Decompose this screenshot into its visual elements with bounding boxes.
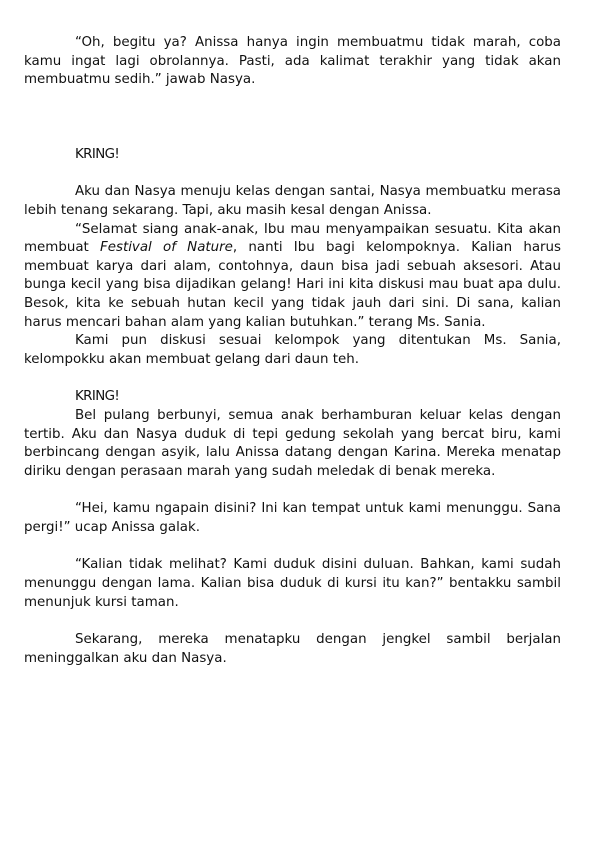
announcement-text-start: “Selamat siang anak-anak, Ibu mau menyampaikan sesuatu. Kita akan membuat: [24, 221, 561, 256]
paragraph-group-discussion: Kami pun diskusi sesuai kelompok yang ditentukan Ms. Sania, kelompokku akan membuat gelang dari daun teh.: [24, 333, 561, 367]
paragraph-nasya-reply: “Oh, begitu ya? Anissa hanya ingin membuatmu tidak marah, coba kamu ingat lagi obrolannya. Pasti, ada kalimat terakhir yang tidak akan membuatmu sedih.” jawab Nasya.: [24, 35, 561, 88]
paragraph-narrator-reply: “Kalian tidak melihat? Kami duduk disini duluan. Bahkan, kami sudah menunggu dengan lama. Kalian bisa duduk di kursi itu kan?” bentakku sambil menunjuk kursi taman.: [24, 557, 561, 610]
document-page: [24, 34, 561, 668]
spacer: [24, 537, 561, 556]
festival-name: Festival of Nature: [100, 240, 233, 256]
spacer: [24, 481, 561, 500]
paragraph-anissa-speaks: “Hei, kamu ngapain disini? Ini kan tempat untuk kami menunggu. Sana pergi!” ucap Anissa galak.: [24, 501, 561, 535]
kring-heading-1: KRING!: [75, 146, 120, 162]
spacer: [24, 369, 561, 388]
paragraph-ms-sania-announcement: [24, 221, 561, 333]
announcement-text-end: , nanti Ibu bagi kelompoknya. Kalian harus membuat karya dari alam, contohnya, daun bisa jadi sebuah aksesori. Atau bunga kecil yang bisa dijadikan gelang! Hari ini kita diskusi mau buat apa dulu. Besok, kita ke sebuah hutan kecil yang tidak jauh dari sini. Di sana, kalian harus mencari bahan alam yang kalian butuhkan.” terang Ms. Sania.: [24, 240, 561, 330]
spacer: [24, 164, 561, 183]
paragraph-they-leave: Sekarang, mereka menatapku dengan jengkel sambil berjalan meninggalkan aku dan Nasya.: [24, 632, 561, 666]
spacer: [24, 90, 561, 146]
paragraph-going-to-class: Aku dan Nasya menuju kelas dengan santai, Nasya membuatku merasa lebih tenang sekarang. Tapi, aku masih kesal dengan Anissa.: [24, 184, 561, 218]
spacer: [24, 612, 561, 631]
kring-heading-2: KRING!: [75, 389, 120, 405]
paragraph-school-bell: Bel pulang berbunyi, semua anak berhamburan keluar kelas dengan tertib. Aku dan Nasya duduk di tepi gedung sekolah yang bercat biru, kami berbincang dengan asyik, lalu Anissa datang dengan Karina. Mereka menatap diriku dengan perasaan marah yang sudah meledak di benak mereka.: [24, 407, 561, 479]
